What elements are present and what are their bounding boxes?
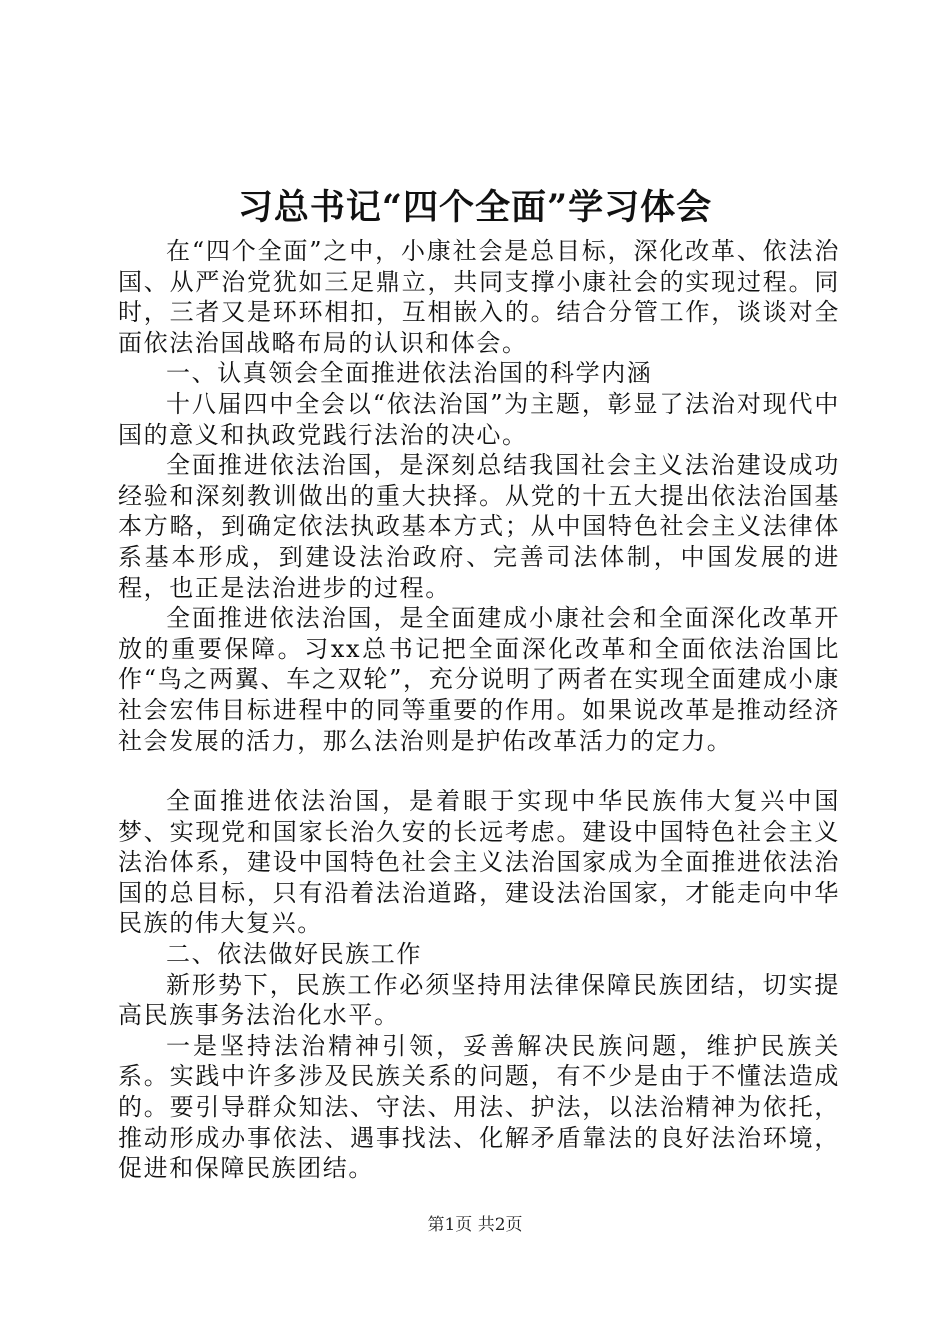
page-footer: 第1页 共2页 bbox=[427, 1215, 523, 1235]
document-title: 习总书记“四个全面”学习体会 bbox=[237, 187, 713, 228]
paragraph-plenum: 十八届四中全会以“依法治国”为主题，彰显了法治对现代中国的意义和执政党践行法治的决心。 bbox=[118, 389, 840, 449]
section-heading-2: 二、依法做好民族工作 bbox=[166, 940, 422, 969]
paragraph-choice: 全面推进依法治国，是深刻总结我国社会主义法治建设成功经验和深刻教训做出的重大抉择。从党的十五大提出依法治国基本方略，到确定依法执政基本方式；从中国特色社会主义法律体系基本形成，到建设法治政府、完善司法体制，中国发展的进程，也正是法治进步的过程。 bbox=[118, 451, 840, 602]
paragraph-guarantee: 全面推进依法治国，是全面建成小康社会和全面深化改革开放的重要保障。习xx总书记把全面深化改革和全面依法治国比作“鸟之两翼、车之双轮”，充分说明了两者在实现全面建成小康社会宏伟目标进程中的同等重要的作用。如果说改革是推动经济社会发展的活力，那么法治则是护佑改革活力的定力。 bbox=[118, 604, 840, 755]
paragraph-new-situation: 新形势下，民族工作必须坚持用法律保障民族团结，切实提高民族事务法治化水平。 bbox=[118, 970, 840, 1030]
paragraph-rejuvenation: 全面推进依法治国，是着眼于实现中华民族伟大复兴中国梦、实现党和国家长治久安的长远考虑。建设中国特色社会主义法治体系，建设中国特色社会主义法治国家成为全面推进依法治国的总目标，只有沿着法治道路，建设法治国家，才能走向中华民族的伟大复兴。 bbox=[118, 787, 840, 938]
document-body bbox=[118, 236, 840, 1184]
paragraph-intro: 在“四个全面”之中，小康社会是总目标，深化改革、依法治国、从严治党犹如三足鼎立，共同支撑小康社会的实现过程。同时，三者又是环环相扣，互相嵌入的。结合分管工作，谈谈对全面依法治国战略布局的认识和体会。 bbox=[118, 237, 840, 357]
paragraph-point-one: 一是坚持法治精神引领，妥善解决民族问题，维护民族关系。实践中许多涉及民族关系的问题，有不少是由于不懂法造成的。要引导群众知法、守法、用法、护法，以法治精神为依托，推动形成办事依法、遇事找法、化解矛盾靠法的良好法治环境，促进和保障民族团结。 bbox=[118, 1031, 840, 1183]
section-heading-1: 一、认真领会全面推进依法治国的科学内涵 bbox=[166, 359, 653, 388]
